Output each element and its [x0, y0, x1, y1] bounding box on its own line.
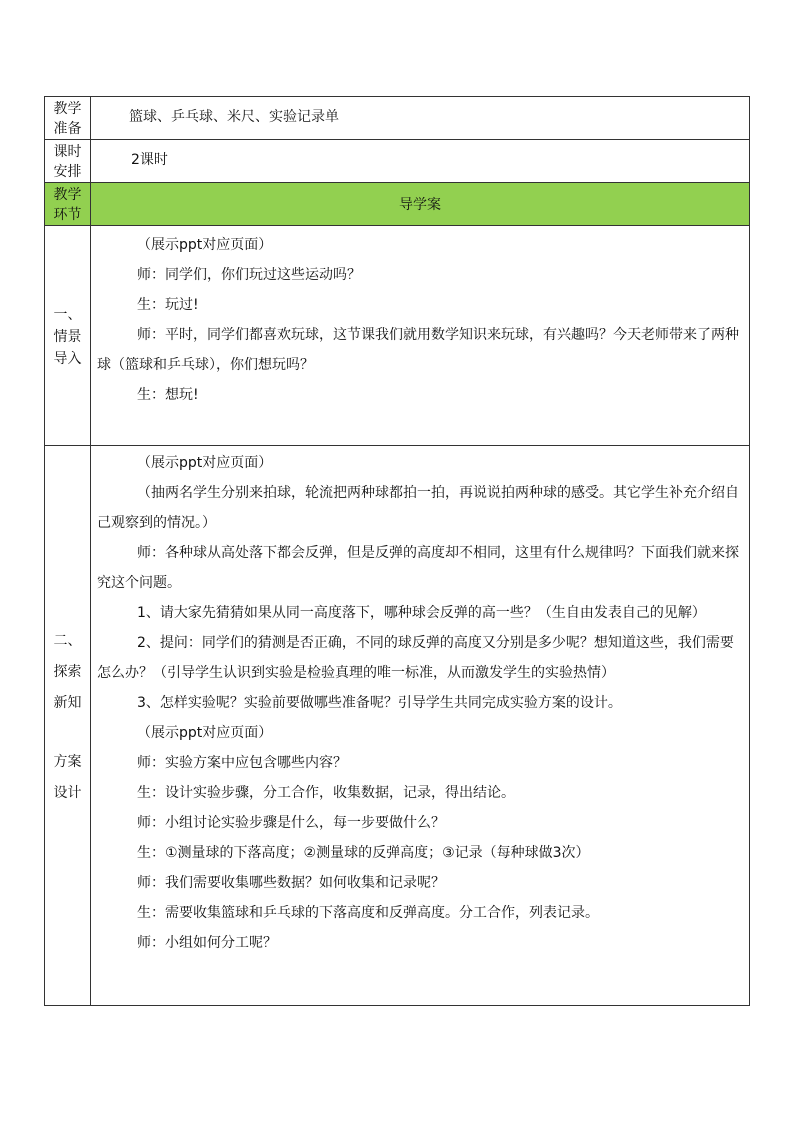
- section2-title-line2: 新知: [53, 695, 82, 711]
- class-hours-text: 2课时: [91, 140, 750, 183]
- section-scenario-intro: [45, 226, 750, 446]
- row-class-hours: [45, 140, 750, 183]
- section-explore-new: [45, 446, 750, 1006]
- section1-number: 一、: [53, 306, 82, 323]
- section2-para: 1、请大家先猜猜如果从同一高度落下，哪种球会反弹的高一些？（生自由发表自己的见解）: [137, 605, 706, 621]
- section1-content: [91, 226, 750, 446]
- row-teaching-stage: [45, 183, 750, 226]
- section2-para: 3、怎样实验呢？实验前要做哪些准备呢？引导学生共同完成实验方案的设计。: [137, 695, 622, 711]
- section1-para: 师：平时，同学们都喜欢玩球，这节课我们就用数学知识来玩球，有兴趣吗？今天老师带来了两种球（篮球和乒乓球），你们想玩吗？: [97, 327, 739, 373]
- section1-para: （展示ppt对应页面）: [137, 237, 273, 253]
- section2-subtitle-line2: 设计: [53, 785, 82, 801]
- lesson-plan-table: [44, 96, 750, 1006]
- section1-label: [45, 226, 91, 446]
- section1-para: 生：想玩!: [137, 387, 199, 403]
- section2-label: [45, 446, 91, 1006]
- section2-para: 师：我们需要收集哪些数据？如何收集和记录呢？: [137, 875, 445, 891]
- section2-para: （展示ppt对应页面）: [137, 455, 273, 471]
- section2-para: 生：设计实验步骤，分工合作，收集数据，记录，得出结论。: [137, 785, 515, 801]
- section2-para: （抽两名学生分别来拍球，轮流把两种球都拍一拍，再说说拍两种球的感受。其它学生补充介绍自己观察到的情况。）: [97, 485, 739, 531]
- section1-title-line1: 情景: [53, 328, 82, 345]
- label-teaching-stage: 教学 环节: [45, 183, 91, 226]
- section2-para: 生：①测量球的下落高度；②测量球的反弹高度；③记录（每种球做3次）: [137, 845, 590, 861]
- section2-para: 师：小组如何分工呢？: [137, 935, 277, 951]
- section2-para: 师：各种球从高处落下都会反弹，但是反弹的高度却不相同，这里有什么规律吗？下面我们就来探究这个问题。: [97, 545, 739, 591]
- section2-title-line1: 探索: [53, 664, 82, 680]
- section1-para: 生：玩过!: [137, 297, 199, 313]
- row-teaching-prep: [45, 97, 750, 140]
- label-class-hours: 课时 安排: [45, 140, 91, 183]
- label-teaching-prep: 教学 准备: [45, 97, 91, 140]
- teaching-prep-text: 篮球、乒乓球、米尺、实验记录单: [91, 97, 750, 140]
- guide-title: 导学案: [91, 183, 750, 226]
- section2-para: 师：小组讨论实验步骤是什么，每一步要做什么？: [137, 815, 445, 831]
- section2-para: 师：实验方案中应包含哪些内容？: [137, 755, 347, 771]
- section2-para: （展示ppt对应页面）: [137, 725, 273, 741]
- section1-title-line2: 导入: [53, 350, 82, 367]
- section2-number: 二、: [53, 633, 82, 649]
- section1-para: 师：同学们，你们玩过这些运动吗？: [137, 267, 361, 283]
- section2-content: [91, 446, 750, 1006]
- section2-subtitle-line1: 方案: [53, 754, 82, 770]
- section2-para: 2、提问：同学们的猜测是否正确，不同的球反弹的高度又分别是多少呢？想知道这些，我们需要怎么办？（引导学生认识到实验是检验真理的唯一标准，从而激发学生的实验热情）: [97, 635, 734, 681]
- section2-para: 生：需要收集篮球和乒乓球的下落高度和反弹高度。分工合作，列表记录。: [137, 905, 599, 921]
